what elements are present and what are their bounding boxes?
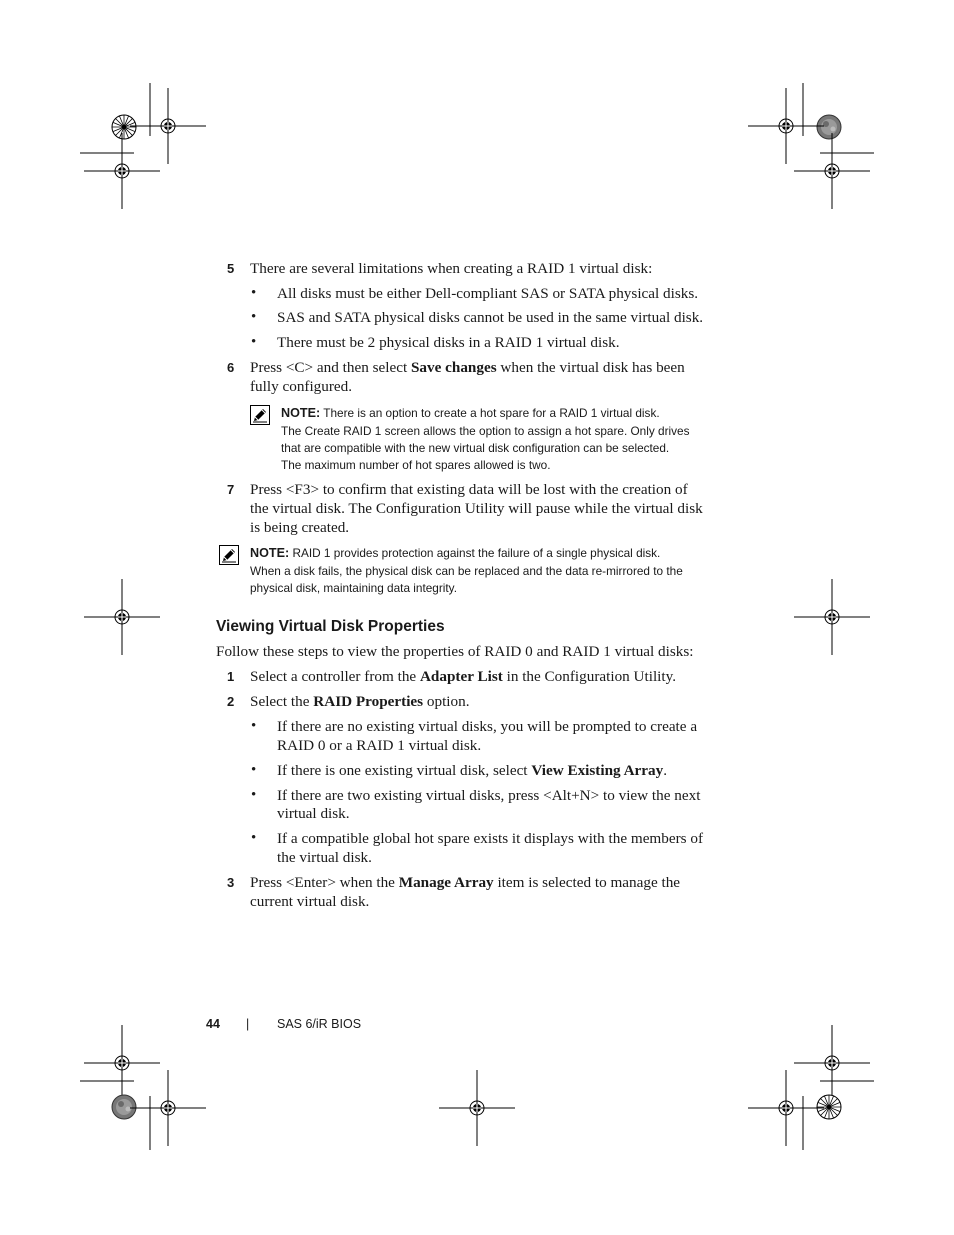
- page-number: 44: [206, 1017, 220, 1031]
- step-number: 6: [227, 360, 235, 375]
- step-text: Select a controller from the Adapter List in the Configuration Utility.: [250, 668, 677, 685]
- step-text-line: fully configured.: [250, 378, 353, 395]
- bullet-marker: •: [251, 830, 257, 846]
- list-item-line: virtual disk.: [277, 805, 350, 822]
- step-text: There are several limitations when creating a RAID 1 virtual disk:: [250, 260, 653, 277]
- ui-term: Adapter List: [419, 668, 503, 685]
- section-heading: Viewing Virtual Disk Properties: [216, 618, 445, 635]
- pencil-note-icon: [250, 405, 270, 425]
- list-item-line: If there are no existing virtual disks, you will be prompted to create a: [277, 718, 698, 735]
- footer-separator: |: [246, 1017, 250, 1031]
- ui-term: Save changes: [410, 359, 497, 376]
- list-item: SAS and SATA physical disks cannot be used in the same virtual disk.: [277, 309, 704, 326]
- ui-term: RAID Properties: [313, 693, 424, 710]
- note-line: When a disk fails, the physical disk can be replaced and the data re-mirrored to the: [250, 564, 683, 578]
- footer-title: SAS 6/iR BIOS: [277, 1017, 362, 1031]
- bullet-marker: •: [251, 762, 257, 778]
- list-item: All disks must be either Dell-compliant SAS or SATA physical disks.: [277, 285, 699, 302]
- step-text-line: the virtual disk. The Configuration Utility will pause while the virtual disk: [250, 500, 703, 517]
- step-number: 7: [227, 482, 235, 497]
- pencil-note-icon: [219, 545, 239, 565]
- list-item-line: RAID 0 or a RAID 1 virtual disk.: [277, 737, 482, 754]
- step-text: Select the RAID Properties option.: [250, 693, 470, 710]
- bullet-marker: •: [251, 787, 257, 803]
- list-item: There must be 2 physical disks in a RAID 1 virtual disk.: [277, 334, 620, 351]
- bullet-marker: •: [251, 285, 257, 301]
- step-number: 1: [227, 669, 235, 684]
- step-text-line: current virtual disk.: [250, 893, 370, 910]
- list-item-line: the virtual disk.: [277, 849, 372, 866]
- note-line: The maximum number of hot spares allowed is two.: [281, 458, 551, 472]
- note-label: NOTE:: [250, 546, 290, 560]
- note-line: The Create RAID 1 screen allows the option to assign a hot spare. Only drives: [281, 424, 690, 438]
- bullet-marker: •: [251, 334, 257, 350]
- step-text: Press <Enter> when the Manage Array item is selected to manage the: [250, 874, 681, 891]
- bullet-marker: •: [251, 309, 257, 325]
- step-text-line: Press <F3> to confirm that existing data will be lost with the creation of: [250, 481, 688, 498]
- step-text: Press <C> and then select Save changes when the virtual disk has been: [250, 359, 685, 376]
- note-line: NOTE: There is an option to create a hot spare for a RAID 1 virtual disk.: [281, 406, 660, 420]
- ui-term: Manage Array: [398, 874, 494, 891]
- ui-term: View Existing Array: [531, 762, 664, 779]
- step-number: 3: [227, 875, 235, 890]
- step-text-line: is being created.: [250, 519, 350, 536]
- note-label: NOTE:: [281, 406, 321, 420]
- list-item-line: If there are two existing virtual disks, press <Alt+N> to view the next: [277, 787, 701, 804]
- note-line: that are compatible with the new virtual disk configuration can be selected.: [281, 441, 670, 455]
- note-line: physical disk, maintaining data integrity.: [250, 581, 457, 595]
- section-intro: Follow these steps to view the properties of RAID 0 and RAID 1 virtual disks:: [216, 643, 694, 660]
- list-item-line: If a compatible global hot spare exists it displays with the members of: [277, 830, 703, 847]
- step-number: 5: [227, 261, 235, 276]
- bullet-marker: •: [251, 718, 257, 734]
- list-item: If there is one existing virtual disk, select View Existing Array.: [277, 762, 668, 779]
- step-number: 2: [227, 694, 235, 709]
- note-line: NOTE: RAID 1 provides protection against the failure of a single physical disk.: [250, 546, 661, 560]
